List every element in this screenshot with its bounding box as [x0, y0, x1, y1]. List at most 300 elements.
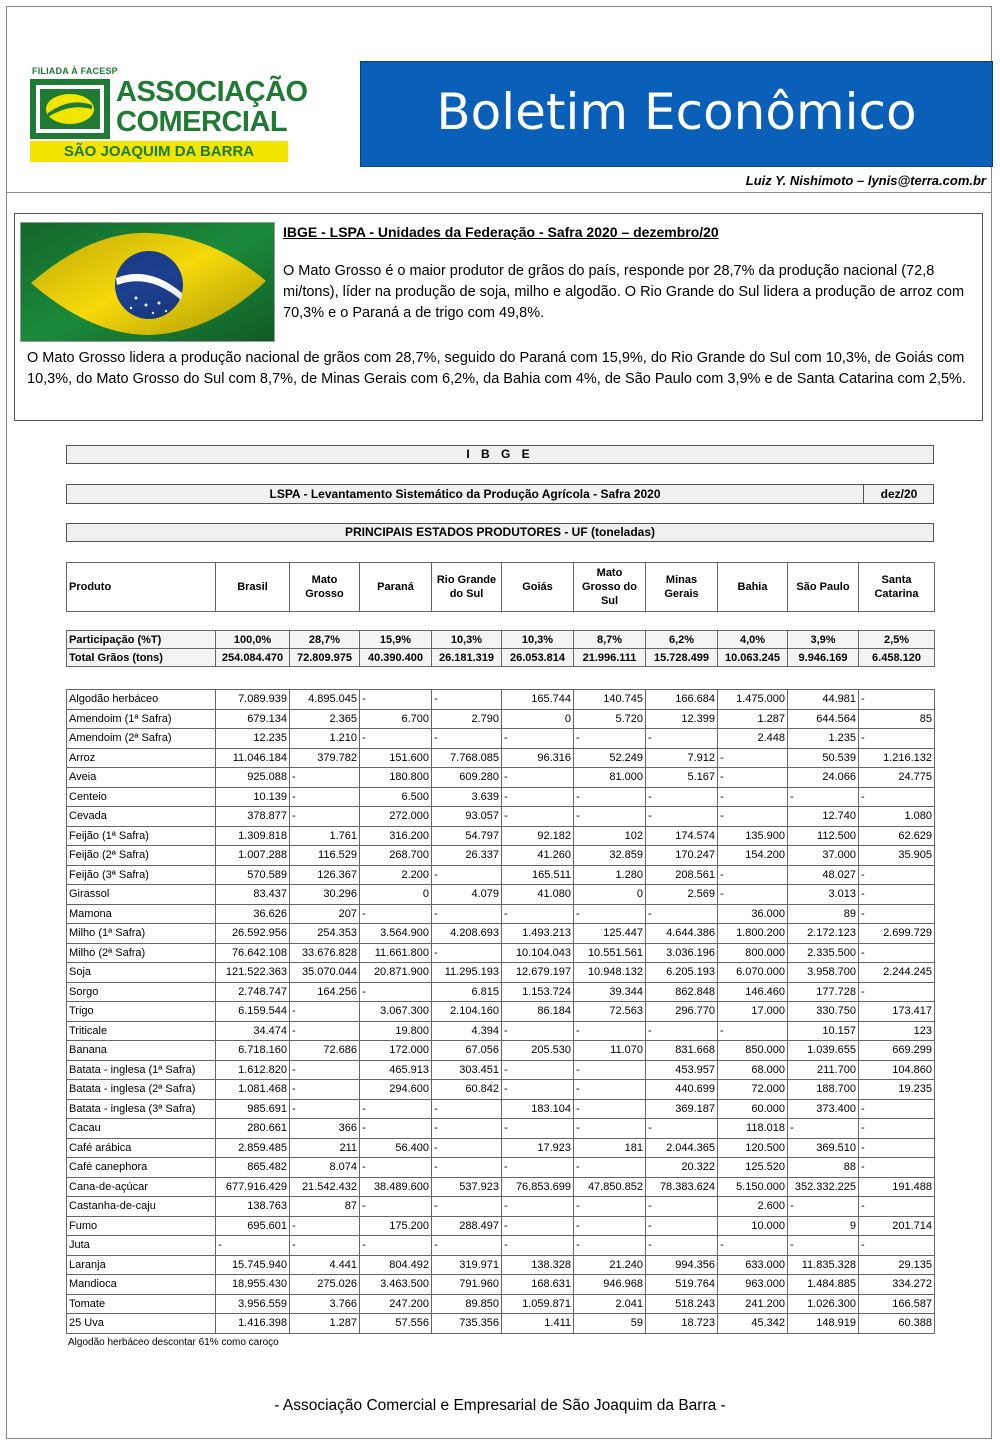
value-cell: 7.089.939: [216, 690, 290, 710]
value-cell: 0: [502, 709, 574, 729]
value-cell: 52.249: [574, 748, 646, 768]
column-header: Paraná: [360, 563, 432, 612]
value-cell: 2.244.245: [859, 963, 935, 983]
value-cell: -: [290, 1216, 360, 1236]
lspa-header: [66, 484, 934, 504]
value-cell: 118.018: [718, 1119, 788, 1139]
value-cell: 72.563: [574, 1002, 646, 1022]
value-cell: 15.745.940: [216, 1255, 290, 1275]
ibge-header-text: I B G E: [466, 447, 534, 461]
summary-cell: 40.390.400: [360, 649, 432, 667]
value-cell: 102: [574, 826, 646, 846]
value-cell: -: [502, 1236, 574, 1256]
value-cell: 2.790: [432, 709, 502, 729]
product-name-cell: Tomate: [67, 1294, 216, 1314]
value-cell: 18.955.430: [216, 1275, 290, 1295]
product-name-cell: Mandioca: [67, 1275, 216, 1295]
value-cell: 4.895.045: [290, 690, 360, 710]
value-cell: -: [574, 1099, 646, 1119]
logo-line-2: COMERCIAL: [116, 106, 288, 138]
summary-cell: 26.181.319: [432, 649, 502, 667]
value-cell: 30.296: [290, 885, 360, 905]
value-cell: 1.280: [574, 865, 646, 885]
table-row: [67, 1158, 935, 1178]
value-cell: 88: [788, 1158, 859, 1178]
value-cell: 453.957: [646, 1060, 718, 1080]
value-cell: 48.027: [788, 865, 859, 885]
value-cell: 125.520: [718, 1158, 788, 1178]
value-cell: 12.740: [788, 807, 859, 827]
value-cell: 24.066: [788, 768, 859, 788]
value-cell: -: [502, 1021, 574, 1041]
principais-header-text: PRINCIPAIS ESTADOS PRODUTORES - UF (toneladas): [344, 525, 656, 539]
summary-cell: 2,5%: [859, 631, 935, 649]
value-cell: 369.187: [646, 1099, 718, 1119]
value-cell: -: [502, 729, 574, 749]
value-cell: 679.134: [216, 709, 290, 729]
value-cell: -: [502, 1060, 574, 1080]
value-cell: 140.745: [574, 690, 646, 710]
value-cell: 280.661: [216, 1119, 290, 1139]
value-cell: 72.000: [718, 1080, 788, 1100]
table-row: [67, 1138, 935, 1158]
info-title: IBGE - LSPA - Unidades da Federação - Safra 2020 – dezembro/20: [283, 224, 719, 240]
value-cell: 168.631: [502, 1275, 574, 1295]
summary-cell: 21.996.111: [574, 649, 646, 667]
value-cell: 165.511: [502, 865, 574, 885]
value-cell: 35.070.044: [290, 963, 360, 983]
value-cell: 241.200: [718, 1294, 788, 1314]
value-cell: -: [360, 904, 432, 924]
table-row: [67, 1177, 935, 1197]
value-cell: 83.437: [216, 885, 290, 905]
product-name-cell: Centeio: [67, 787, 216, 807]
lspa-header-text: LSPA - Levantamento Sistemático da Produção Agrícola - Safra 2020: [269, 487, 661, 501]
value-cell: 54.797: [432, 826, 502, 846]
table-row: [67, 1021, 935, 1041]
value-cell: -: [432, 1158, 502, 1178]
value-cell: 201.714: [859, 1216, 935, 1236]
table-row: [67, 1080, 935, 1100]
value-cell: 175.200: [360, 1216, 432, 1236]
table-row: [67, 982, 935, 1002]
value-cell: -: [290, 1060, 360, 1080]
value-cell: 35.905: [859, 846, 935, 866]
product-name-cell: Banana: [67, 1041, 216, 1061]
value-cell: 3.766: [290, 1294, 360, 1314]
value-cell: 17.923: [502, 1138, 574, 1158]
value-cell: 465.913: [360, 1060, 432, 1080]
value-cell: 24.775: [859, 768, 935, 788]
table-row: [67, 1119, 935, 1139]
value-cell: 151.600: [360, 748, 432, 768]
product-name-cell: Feijão (1ª Safra): [67, 826, 216, 846]
value-cell: 2.569: [646, 885, 718, 905]
value-cell: 191.488: [859, 1177, 935, 1197]
product-name-cell: Milho (1ª Safra): [67, 924, 216, 944]
product-name-cell: Trigo: [67, 1002, 216, 1022]
ibge-header: [66, 445, 934, 464]
value-cell: -: [432, 1236, 502, 1256]
value-cell: 800.000: [718, 943, 788, 963]
product-name-cell: Batata - inglesa (3ª Safra): [67, 1099, 216, 1119]
value-cell: 275.026: [290, 1275, 360, 1295]
value-cell: 0: [360, 885, 432, 905]
column-header: Mato Grosso: [290, 563, 360, 612]
product-name-cell: Sorgo: [67, 982, 216, 1002]
value-cell: 205.530: [502, 1041, 574, 1061]
author-line: Luiz Y. Nishimoto – lynis@terra.com.br: [745, 173, 986, 188]
value-cell: -: [574, 1021, 646, 1041]
value-cell: 20.871.900: [360, 963, 432, 983]
value-cell: -: [574, 1080, 646, 1100]
value-cell: 2.600: [718, 1197, 788, 1217]
value-cell: 3.958.700: [788, 963, 859, 983]
page-footer: - Associação Comercial e Empresarial de São Joaquim da Barra -: [274, 1397, 726, 1414]
value-cell: -: [574, 1158, 646, 1178]
value-cell: 166.684: [646, 690, 718, 710]
product-name-cell: Fumo: [67, 1216, 216, 1236]
value-cell: 154.200: [718, 846, 788, 866]
value-cell: 2.044.365: [646, 1138, 718, 1158]
column-header: Minas Gerais: [646, 563, 718, 612]
table-row: [67, 943, 935, 963]
value-cell: 1.612.820: [216, 1060, 290, 1080]
value-cell: 373.400: [788, 1099, 859, 1119]
value-cell: 116.529: [290, 846, 360, 866]
value-cell: -: [574, 1197, 646, 1217]
value-cell: 272.000: [360, 807, 432, 827]
value-cell: -: [859, 904, 935, 924]
value-cell: 4.208.693: [432, 924, 502, 944]
value-cell: -: [859, 1236, 935, 1256]
value-cell: 862.848: [646, 982, 718, 1002]
column-header-row: [67, 563, 935, 612]
value-cell: -: [432, 1119, 502, 1139]
value-cell: 1.416.398: [216, 1314, 290, 1334]
summary-cell: 26.053.814: [502, 649, 574, 667]
value-cell: -: [502, 1197, 574, 1217]
value-cell: -: [646, 807, 718, 827]
value-cell: 33.676.828: [290, 943, 360, 963]
value-cell: 89: [788, 904, 859, 924]
value-cell: 303.451: [432, 1060, 502, 1080]
value-cell: 2.699.729: [859, 924, 935, 944]
value-cell: 4.079: [432, 885, 502, 905]
table-row: [67, 1099, 935, 1119]
value-cell: 330.750: [788, 1002, 859, 1022]
summary-row: [67, 649, 935, 667]
table-row: [67, 1060, 935, 1080]
column-header: Goiás: [502, 563, 574, 612]
value-cell: -: [432, 729, 502, 749]
value-cell: 3.013: [788, 885, 859, 905]
value-cell: -: [574, 1216, 646, 1236]
value-cell: 41.080: [502, 885, 574, 905]
value-cell: 180.800: [360, 768, 432, 788]
value-cell: 4.441: [290, 1255, 360, 1275]
product-name-cell: Algodão herbáceo: [67, 690, 216, 710]
value-cell: 4.644.386: [646, 924, 718, 944]
value-cell: 1.411: [502, 1314, 574, 1334]
value-cell: 86.184: [502, 1002, 574, 1022]
value-cell: -: [360, 1158, 432, 1178]
logo-line-3: SÃO JOAQUIM DA BARRA: [63, 143, 255, 160]
column-header: Santa Catarina: [859, 563, 935, 612]
value-cell: -: [646, 1197, 718, 1217]
value-cell: 1.153.724: [502, 982, 574, 1002]
value-cell: 38.489.600: [360, 1177, 432, 1197]
header-divider: [7, 192, 991, 193]
value-cell: 126.367: [290, 865, 360, 885]
table-row: [67, 709, 935, 729]
column-header-table: [66, 562, 935, 612]
summary-cell: 3,9%: [788, 631, 859, 649]
value-cell: -: [646, 729, 718, 749]
value-cell: 93.057: [432, 807, 502, 827]
summary-cell: 6,2%: [646, 631, 718, 649]
value-cell: 44.981: [788, 690, 859, 710]
value-cell: 36.000: [718, 904, 788, 924]
value-cell: 2.172.123: [788, 924, 859, 944]
value-cell: -: [788, 1197, 859, 1217]
logo-mark-icon: [30, 79, 110, 139]
value-cell: 96.316: [502, 748, 574, 768]
value-cell: 2.748.747: [216, 982, 290, 1002]
value-cell: 1.287: [718, 709, 788, 729]
value-cell: -: [502, 904, 574, 924]
product-name-cell: Milho (2ª Safra): [67, 943, 216, 963]
value-cell: 7.768.085: [432, 748, 502, 768]
value-cell: 41.260: [502, 846, 574, 866]
value-cell: -: [360, 1197, 432, 1217]
value-cell: -: [859, 1197, 935, 1217]
value-cell: 288.497: [432, 1216, 502, 1236]
logo-line-1: ASSOCIAÇÃO: [116, 76, 308, 108]
column-header: São Paulo: [788, 563, 859, 612]
product-name-cell: Amendoim (2ª Safra): [67, 729, 216, 749]
value-cell: 20.322: [646, 1158, 718, 1178]
value-cell: 76.642.108: [216, 943, 290, 963]
table-row: [67, 1216, 935, 1236]
logo-filiada: FILIADA À FACESP: [32, 66, 118, 76]
value-cell: 29.135: [859, 1255, 935, 1275]
value-cell: 6.718.160: [216, 1041, 290, 1061]
value-cell: -: [646, 1236, 718, 1256]
product-name-cell: Cana-de-açúcar: [67, 1177, 216, 1197]
value-cell: 791.960: [432, 1275, 502, 1295]
value-cell: 2.859.485: [216, 1138, 290, 1158]
value-cell: 170.247: [646, 846, 718, 866]
value-cell: -: [859, 1119, 935, 1139]
value-cell: 34.474: [216, 1021, 290, 1041]
value-cell: -: [360, 690, 432, 710]
value-cell: -: [646, 904, 718, 924]
table-row: [67, 963, 935, 983]
product-name-cell: Cacau: [67, 1119, 216, 1139]
summary-cell: Participação (%T): [67, 631, 216, 649]
value-cell: -: [432, 1099, 502, 1119]
value-cell: 37.000: [788, 846, 859, 866]
product-name-cell: Mamona: [67, 904, 216, 924]
value-cell: 1.287: [290, 1314, 360, 1334]
value-cell: -: [432, 904, 502, 924]
value-cell: 2.365: [290, 709, 360, 729]
value-cell: -: [574, 904, 646, 924]
table-row: [67, 807, 935, 827]
value-cell: 85: [859, 709, 935, 729]
product-name-cell: Castanha-de-caju: [67, 1197, 216, 1217]
value-cell: 125.447: [574, 924, 646, 944]
summary-cell: 15,9%: [360, 631, 432, 649]
value-cell: 211: [290, 1138, 360, 1158]
value-cell: -: [859, 943, 935, 963]
table-row: [67, 1197, 935, 1217]
value-cell: -: [574, 807, 646, 827]
value-cell: 519.764: [646, 1275, 718, 1295]
value-cell: 3.463.500: [360, 1275, 432, 1295]
value-cell: -: [859, 885, 935, 905]
value-cell: -: [718, 807, 788, 827]
value-cell: -: [432, 1197, 502, 1217]
value-cell: 8.074: [290, 1158, 360, 1178]
value-cell: 3.564.900: [360, 924, 432, 944]
value-cell: 254.353: [290, 924, 360, 944]
column-header: Rio Grande do Sul: [432, 563, 502, 612]
summary-cell: 100,0%: [216, 631, 290, 649]
value-cell: 188.700: [788, 1080, 859, 1100]
table-note: Algodão herbáceo descontar 61% como caroço: [68, 1337, 279, 1348]
summary-cell: 8,7%: [574, 631, 646, 649]
value-cell: 208.561: [646, 865, 718, 885]
value-cell: 19.800: [360, 1021, 432, 1041]
production-table: [66, 689, 935, 1334]
table-row: [67, 1041, 935, 1061]
value-cell: 32.859: [574, 846, 646, 866]
value-cell: 440.699: [646, 1080, 718, 1100]
summary-cell: 6.458.120: [859, 649, 935, 667]
product-name-cell: Café canephora: [67, 1158, 216, 1178]
value-cell: 247.200: [360, 1294, 432, 1314]
summary-cell: Total Grãos (tons): [67, 649, 216, 667]
column-header: Brasil: [216, 563, 290, 612]
table-row: [67, 748, 935, 768]
summary-cell: 10,3%: [502, 631, 574, 649]
value-cell: 669.299: [859, 1041, 935, 1061]
value-cell: 831.668: [646, 1041, 718, 1061]
value-cell: 1.007.288: [216, 846, 290, 866]
value-cell: 120.500: [718, 1138, 788, 1158]
value-cell: 67.056: [432, 1041, 502, 1061]
value-cell: 10.139: [216, 787, 290, 807]
table-row: [67, 768, 935, 788]
value-cell: 135.900: [718, 826, 788, 846]
value-cell: 87: [290, 1197, 360, 1217]
value-cell: -: [502, 1158, 574, 1178]
info-paragraph-2: O Mato Grosso lidera a produção nacional de grãos com 28,7%, seguido do Paraná com 15,9%, do Rio Grande do Sul com 10,3%, de Goiás com 10,3%, do Mato Grosso do Sul com 8,7%, de Minas Gerais com 6,2%, da Bahia com 4%, de São Paulo com 3,9% e de Santa Catarina com 2,5%.: [27, 350, 966, 387]
value-cell: 50.539: [788, 748, 859, 768]
table-row: [67, 826, 935, 846]
value-cell: 1.761: [290, 826, 360, 846]
product-name-cell: Cevada: [67, 807, 216, 827]
value-cell: -: [290, 768, 360, 788]
value-cell: 5.167: [646, 768, 718, 788]
value-cell: -: [502, 1119, 574, 1139]
product-name-cell: Aveia: [67, 768, 216, 788]
value-cell: -: [432, 1138, 502, 1158]
value-cell: 6.815: [432, 982, 502, 1002]
summary-table: [66, 630, 935, 667]
value-cell: -: [859, 1138, 935, 1158]
principais-header: [66, 523, 934, 542]
value-cell: 45.342: [718, 1314, 788, 1334]
product-name-cell: Café arábica: [67, 1138, 216, 1158]
value-cell: 518.243: [646, 1294, 718, 1314]
value-cell: 11.295.193: [432, 963, 502, 983]
value-cell: -: [574, 1119, 646, 1139]
value-cell: 81.000: [574, 768, 646, 788]
value-cell: -: [502, 787, 574, 807]
value-cell: 0: [574, 885, 646, 905]
value-cell: 537.923: [432, 1177, 502, 1197]
value-cell: 10.000: [718, 1216, 788, 1236]
value-cell: 60.388: [859, 1314, 935, 1334]
product-name-cell: Amendoim (1ª Safra): [67, 709, 216, 729]
value-cell: 316.200: [360, 826, 432, 846]
summary-cell: 10,3%: [432, 631, 502, 649]
value-cell: -: [502, 1080, 574, 1100]
value-cell: 18.723: [646, 1314, 718, 1334]
value-cell: -: [216, 1236, 290, 1256]
table-row: [67, 924, 935, 944]
value-cell: 68.000: [718, 1060, 788, 1080]
value-cell: -: [432, 943, 502, 963]
table-row: [67, 904, 935, 924]
value-cell: 3.036.196: [646, 943, 718, 963]
value-cell: -: [290, 1002, 360, 1022]
value-cell: 57.556: [360, 1314, 432, 1334]
value-cell: 112.500: [788, 826, 859, 846]
value-cell: 1.059.871: [502, 1294, 574, 1314]
value-cell: 570.589: [216, 865, 290, 885]
value-cell: 1.081.468: [216, 1080, 290, 1100]
table-row: [67, 729, 935, 749]
value-cell: -: [718, 748, 788, 768]
value-cell: 6.700: [360, 709, 432, 729]
value-cell: 138.763: [216, 1197, 290, 1217]
value-cell: 62.629: [859, 826, 935, 846]
summary-cell: 72.809.975: [290, 649, 360, 667]
value-cell: 1.484.885: [788, 1275, 859, 1295]
value-cell: -: [788, 1119, 859, 1139]
value-cell: 89.850: [432, 1294, 502, 1314]
value-cell: 946.968: [574, 1275, 646, 1295]
value-cell: 92.182: [502, 826, 574, 846]
value-cell: 174.574: [646, 826, 718, 846]
value-cell: -: [646, 1119, 718, 1139]
value-cell: -: [859, 729, 935, 749]
value-cell: 12.235: [216, 729, 290, 749]
value-cell: 925.088: [216, 768, 290, 788]
value-cell: 47.850.852: [574, 1177, 646, 1197]
value-cell: 9: [788, 1216, 859, 1236]
association-logo: [26, 66, 308, 164]
value-cell: 10.157: [788, 1021, 859, 1041]
value-cell: -: [859, 690, 935, 710]
value-cell: -: [859, 787, 935, 807]
column-header: Produto: [67, 563, 216, 612]
value-cell: -: [859, 982, 935, 1002]
